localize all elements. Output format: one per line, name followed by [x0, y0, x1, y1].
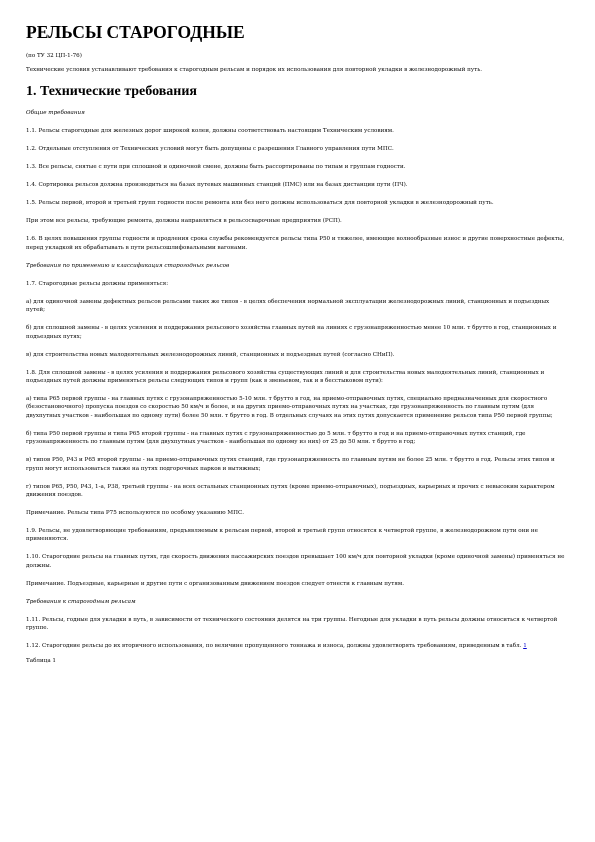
table-caption: Таблица 1 [26, 657, 56, 664]
paragraph-item-b: б) для сплошной замены - в целях усиления и поддержания рельсового хозяйства главных путей на линиях с грузонапряженностью менее 10 млн. т брутто в год, станционных и подъездных путях; [26, 325, 557, 340]
intro-paragraph: Технические условия устанавливают требования к старогодным рельсам и порядок их использования для повторной укладки в железнодорожный путь. [26, 67, 483, 74]
paragraph-1-3: 1.3. Все рельсы, снятые с пути при сплошной и одиночной смене, должны быть рассортированы по типам и группам годности. [26, 164, 406, 171]
section-heading-technical-requirements: 1. Технические требования [26, 84, 197, 100]
paragraph-item-v2: в) типов Р50, Р43 и Р65 второй группы - на приемо-отправочных путях станций, где грузонапряженность по главным путям не более 25 млн. т брутто в год. Рельсы этих типов и групп могут использоваться также на путях подгорочных парков и вытяжных; [26, 457, 555, 472]
table-reference-link[interactable]: 1 [523, 643, 527, 650]
note-paragraph-1: Примечание. Рельсы типа Р75 используются по особому указанию МПС. [26, 510, 245, 517]
paragraph-1-9: 1.9. Рельсы, не удовлетворяющие требованиям, предъявляемым к рельсам первой, второй и третьей групп относятся к четвертой группе, в железнодорожном пути они не применяются. [26, 528, 538, 543]
paragraph-1-11: 1.11. Рельсы, годные для укладки в путь, в зависимости от технического состояния делятся на три группы. Негодные для укладки в путь рельсы должны относиться к четвертой группе. [26, 616, 558, 632]
paragraph-1-4: 1.4. Сортировка рельсов должна производиться на базах путевых машинных станций (ПМС) или на базах дистанции пути (ПЧ). [26, 182, 408, 189]
subheading-general: Общие требования [26, 110, 85, 117]
paragraph-1-10: 1.10. Старогодние рельсы на главных путях, где скорость движения пассажирских поездов превышает 100 км/ч для повторной укладки (кроме одиночной замены) применяться не должны. [26, 554, 565, 569]
paragraph-item-v: в) для строительства новых малодеятельных железнодорожных линий, станционных и подъездных путей (согласно СНиП). [26, 351, 395, 358]
paragraph-1-5: 1.5. Рельсы первой, второй и третьей групп годности после ремонта или без него должны использоваться для повторной укладки в железнодорожный путь. [26, 200, 494, 207]
paragraph-1-8: 1.8. Для сплошной замены - в целях усиления и поддержания рельсового хозяйства существующих линий и для строительства новых малодеятельных линий, станционных и подъездных путей должны применяться рельсы следующих типов и групп (как в звеньевом, так и в бесстыковом пути): [26, 369, 545, 385]
paragraph-1-6: 1.6. В целях повышения группы годности и продления срока службы рекомендуется рельсы типа Р50 и тяжелее, имеющие волнообразные износ и другие поверхностные дефекты, перед укладкой их обрабатывать в пути рельсошлифовальными вагонами. [26, 236, 565, 251]
note-paragraph-2: Примечание. Подъездные, карьерные и другие пути с организованным движением поездов следует отнести к главным путям. [26, 580, 404, 587]
paragraph-1-7: 1.7. Старогодные рельсы должны применяться: [26, 280, 169, 287]
source-standard: (по ТУ 32 ЦП-1-76) [26, 53, 82, 59]
paragraph-1-2: 1.2. Отдельные отступления от Технических условий могут быть допущены с разрешения Главного управления пути МПС. [26, 146, 394, 153]
subheading-classification: Требования по применению и классификация старогодных рельсов [26, 262, 230, 269]
subheading-requirements: Требования к старогодным рельсам [26, 598, 136, 605]
paragraph-1-1: 1.1. Рельсы старогодные для железных дорог широкой колеи, должны соответствовать настоящим Техническим условиям. [26, 128, 394, 135]
paragraph-1-12-text: 1.12. Старогодние рельсы до их вторичного использования, по величине пропущенного тоннажа и износа, должны удовлетворять требованиям, приведенным в табл. [26, 643, 522, 650]
paragraph-item-g2: г) типов Р65, Р50, Р43, 1-а, Р38, третьей группы - на всех остальных станционных путях (кроме приемо-отправочных), подъездных, карьерных и прочих с невысоким характером движения поездов. [26, 483, 555, 499]
paragraph-item-a: а) для одиночной замены дефектных рельсов рельсами таких же типов - в целях обеспечения нормальной эксплуатации железнодорожных линий, станционных и подъездных путей; [26, 298, 550, 314]
paragraph-item-a2: а) типа Р65 первой группы - на главных путях с грузонапряженностью 5-10 млн. т брутто в год, на приемо-отправочных путях, специально предназначенных для скоростного (безостановочного) пропуска поездов со скоростью 50 км/ч и более, и на других приемо-отправочных путях на участках, где грузонапряженность по главным путям (для двухпутных участков - наибольшая по одному пути) более 50 млн. т брутто в год. В отдельных случаях на этих путях допускается применение рельсов типа Р50 первой группы; [26, 396, 553, 419]
paragraph-1-12 [26, 642, 569, 650]
paragraph-repair: При этом все рельсы, требующие ремонта, должны направляться в рельсосварочные предприятия (РСП). [26, 218, 342, 225]
document-title: РЕЛЬСЫ СТАРОГОДНЫЕ [26, 22, 245, 42]
paragraph-item-b2: б) типа Р50 первой группы и типа Р65 второй группы - на главных путях с грузонапряженностью до 5 млн. т брутто в год и на приемо-отправочных путях станций, где грузонапряженность по главным путям (для двухпутных участков - наибольшая по одному из них) от 25 до 50 млн. т брутто в год; [26, 430, 526, 446]
